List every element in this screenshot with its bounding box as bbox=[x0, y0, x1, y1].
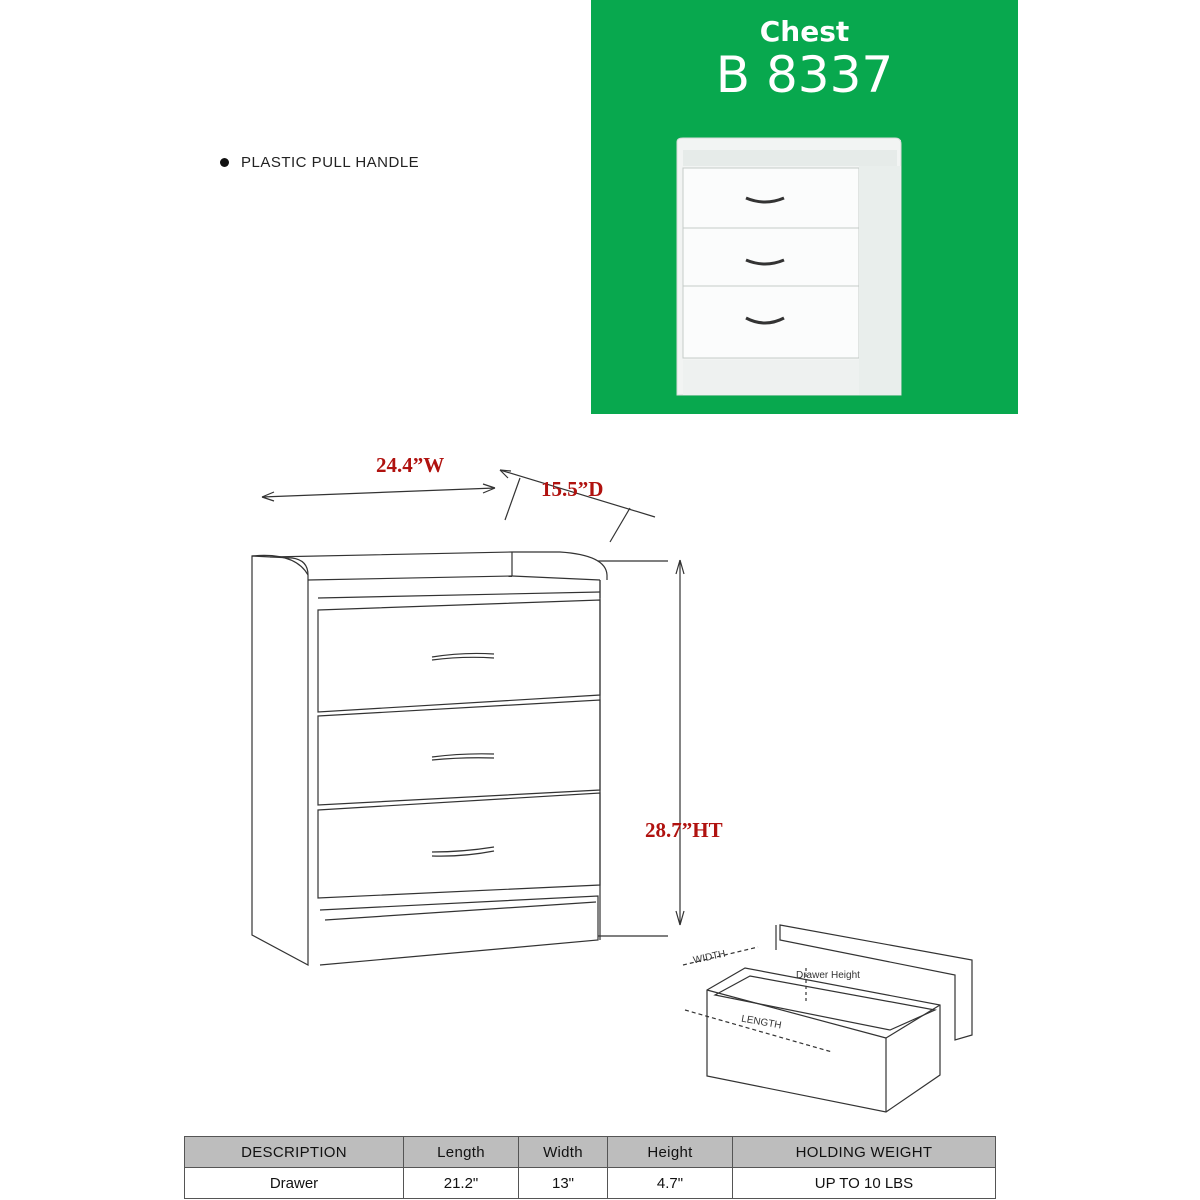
header-width: Width bbox=[519, 1137, 608, 1168]
cell-length: 21.2" bbox=[404, 1168, 519, 1199]
width-dimension: 24.4”W bbox=[376, 453, 445, 477]
height-dimension: 28.7”HT bbox=[645, 818, 723, 842]
cell-holding-weight: UP TO 10 LBS bbox=[733, 1168, 996, 1199]
header-holding-weight: HOLDING WEIGHT bbox=[733, 1137, 996, 1168]
feature-bullet bbox=[220, 154, 419, 171]
chest-photo-icon bbox=[591, 0, 1018, 414]
chest-line-drawing bbox=[0, 420, 1200, 1120]
feature-text: PLASTIC PULL HANDLE bbox=[241, 154, 420, 171]
drawer-width-label: WIDTH bbox=[692, 948, 727, 967]
header-length: Length bbox=[404, 1137, 519, 1168]
table-header-row bbox=[185, 1137, 996, 1168]
specs-table bbox=[184, 1136, 996, 1199]
depth-dimension: 15.5”D bbox=[541, 477, 604, 501]
product-model: B 8337 bbox=[715, 46, 894, 104]
header-description: DESCRIPTION bbox=[185, 1137, 404, 1168]
header-height: Height bbox=[608, 1137, 733, 1168]
bullet-icon bbox=[220, 158, 229, 167]
product-panel bbox=[591, 0, 1018, 414]
cell-description: Drawer bbox=[185, 1168, 404, 1199]
cell-width: 13" bbox=[519, 1168, 608, 1199]
product-title: Chest bbox=[759, 15, 850, 48]
drawer-length-label: LENGTH bbox=[740, 1013, 783, 1032]
drawer-height-label: Drawer Height bbox=[796, 970, 860, 981]
table-row bbox=[185, 1168, 996, 1199]
cell-height: 4.7" bbox=[608, 1168, 733, 1199]
